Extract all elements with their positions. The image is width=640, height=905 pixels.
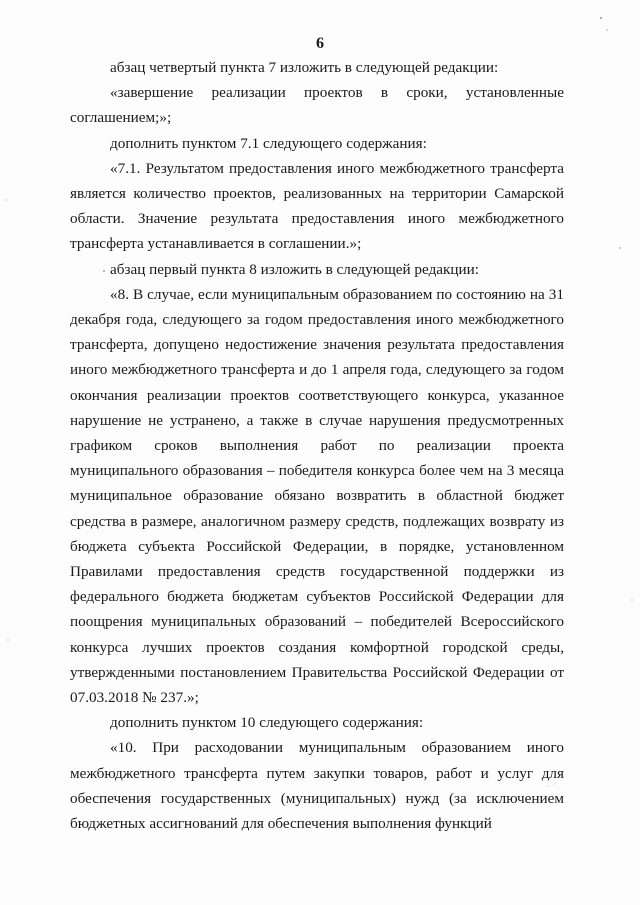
paragraph-4: «7.1. Результатом предоставления иного межбюджетного трансферта является количество проектов, реализованных на территории Самарской области. Значение результата предоставления иного межбюджетного трансферта устанавливается в соглашении.»; [70,159,564,253]
document-body [70,55,564,836]
paragraph-2: «завершение реализации проектов в сроки, установленные соглашением;»; [70,84,564,127]
paragraph-5: абзац первый пункта 8 изложить в следующей редакции: [110,260,480,278]
paragraph-8: «10. При расходовании муниципальным образованием иного межбюджетного трансферта путем закупки товаров, работ и услуг для обеспечения государственных (муниципальных) нужд (за исключением бюджетных ассигнований для обеспечения выполнения функций [70,739,564,833]
paragraph-1: абзац четвертый пункта 7 изложить в следующей редакции: [110,59,499,76]
paragraph-6: «8. В случае, если муниципальным образованием по состоянию на 31 декабря года, следующего за годом предоставления иного межбюджетного трансферта, допущено недостижение значения результата предоставления иного межбюджетного трансферта и до 1 апреля года, следующего за годом окончания реализации проектов соответствующего конкурса, указанное нарушение не устранено, а также в случае нарушения предусмотренных графиком сроков выполнения работ по реализации проекта муниципального образования – победителя конкурса более чем на 3 месяца муниципальное образование обязано возвратить в областной бюджет средства в размере, аналогичном размеру средств, подлежащих возврату из бюджета субъекта Российской Федерации, в порядке, установленном Правилами предоставления средств государственной поддержки из федерального бюджета бюджетам субъектов Российской Федерации для поощрения муниципальных образований – победителей Всероссийского конкурса лучших проектов создания комфортной городской среды, утвержденными постановлением Правительства Российской Федерации от 07.03.2018 № 237.»; [70,285,564,707]
page-number: 6 [316,35,324,52]
paragraph-3: дополнить пунктом 7.1 следующего содержания: [110,134,427,152]
paragraph-7: дополнить пунктом 10 следующего содержания: [110,714,424,732]
